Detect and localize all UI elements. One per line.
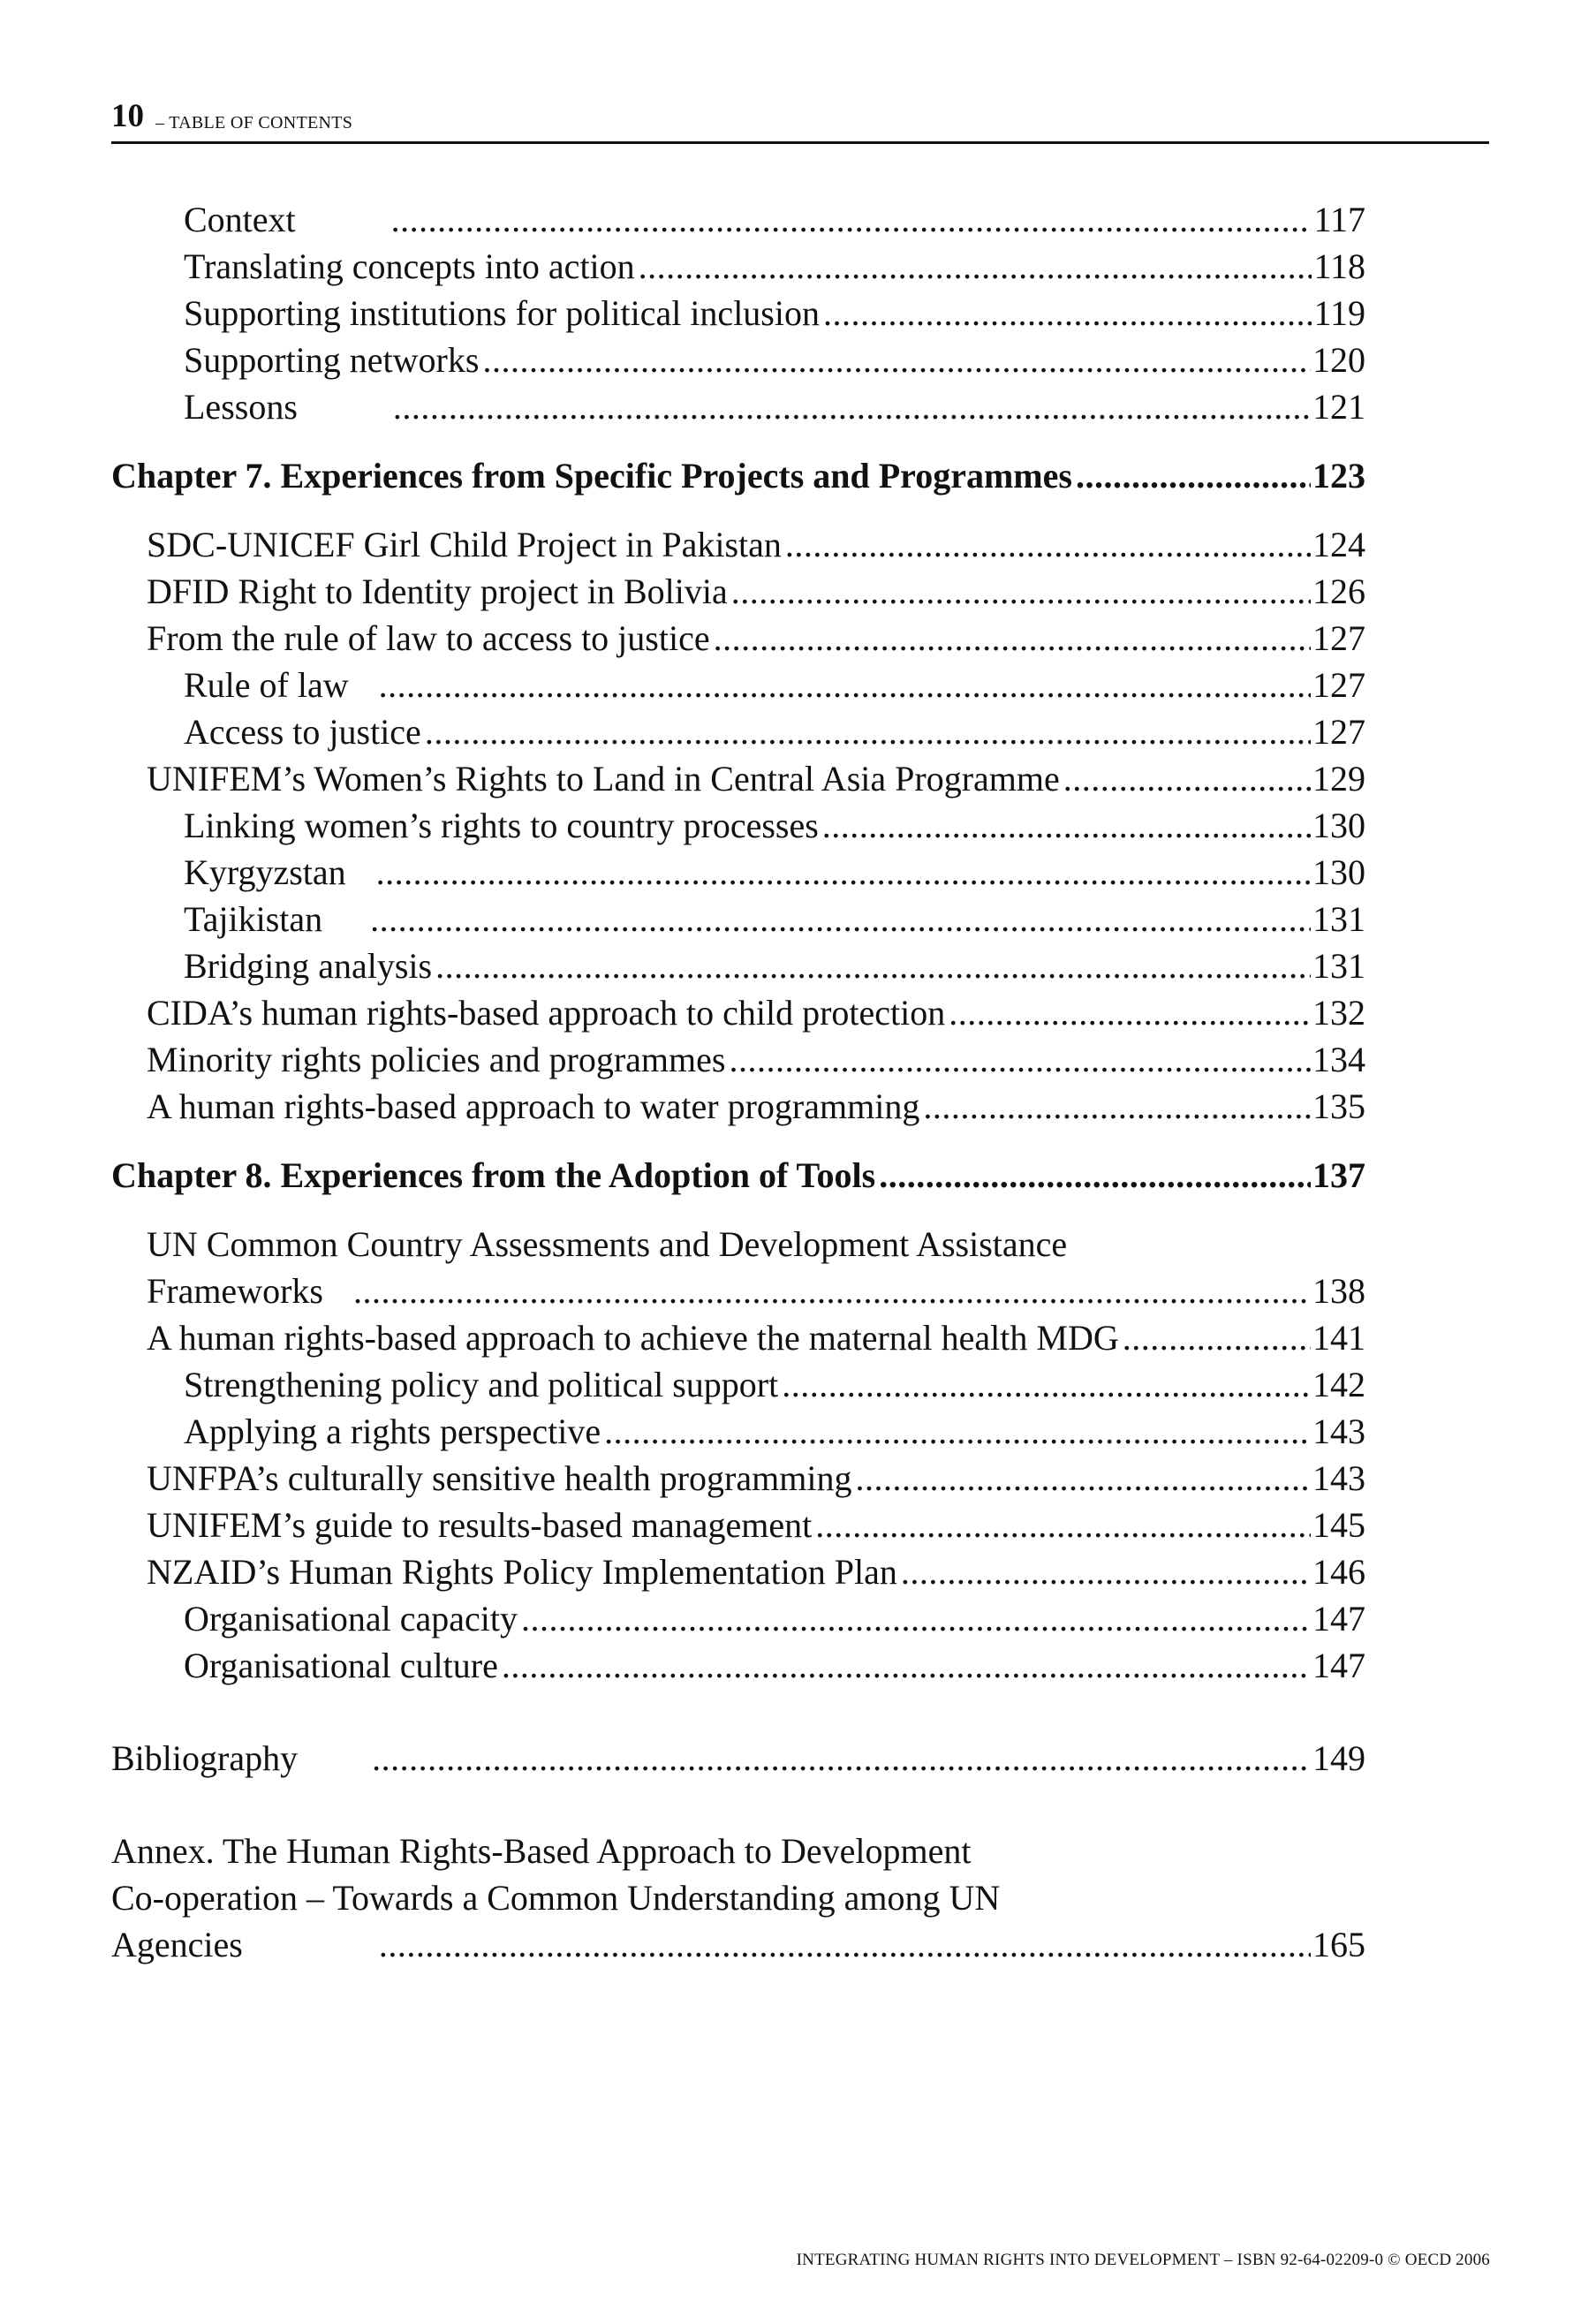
dot-leader (604, 1408, 1311, 1455)
running-header (111, 97, 1489, 144)
toc-entry-label: NZAID’s Human Rights Policy Implementation Plan (147, 1552, 897, 1592)
toc-entry[interactable] (111, 383, 1365, 430)
toc-entry-label: Lessons (184, 387, 298, 427)
dot-leader (731, 568, 1311, 615)
toc-entry-page: 130 (1312, 806, 1365, 845)
dot-leader (923, 1083, 1311, 1130)
toc-entry[interactable] (111, 243, 1365, 290)
dot-leader (425, 708, 1311, 755)
chapter-page: 123 (1312, 456, 1365, 496)
toc-entry-page: 147 (1312, 1599, 1365, 1639)
toc-entry-label: UNFPA’s culturally sensitive health programming (147, 1458, 852, 1498)
dot-leader (855, 1455, 1311, 1502)
page-number: 10 (111, 98, 144, 134)
toc-entry-page: 130 (1312, 852, 1365, 892)
dot-leader (502, 1642, 1311, 1689)
toc-entry-label: DFID Right to Identity project in Bolivia (147, 571, 728, 611)
toc-entry-label: SDC-UNICEF Girl Child Project in Pakistan (147, 525, 782, 564)
toc-bibliography[interactable] (111, 1735, 1365, 1782)
toc-entry-label: Organisational capacity (184, 1599, 518, 1639)
toc-entry[interactable] (111, 989, 1365, 1036)
toc-entry[interactable] (111, 896, 1365, 942)
dot-leader (782, 1361, 1311, 1408)
toc-entry[interactable] (111, 755, 1365, 802)
toc-entry-page: 117 (1313, 200, 1365, 239)
toc-entry-page: 120 (1312, 340, 1365, 380)
dot-leader (353, 1268, 1311, 1314)
dot-leader (521, 1595, 1311, 1642)
dot-leader (370, 896, 1311, 942)
toc-entry[interactable] (111, 1314, 1365, 1361)
dot-leader (379, 1921, 1311, 1968)
table-of-contents (111, 196, 1365, 1968)
toc-entry-label: Applying a rights perspective (184, 1412, 601, 1451)
toc-entry[interactable] (111, 615, 1365, 662)
toc-entry-page: 119 (1313, 293, 1365, 333)
toc-entry-page: 127 (1312, 665, 1365, 705)
toc-entry[interactable] (111, 708, 1365, 755)
toc-entry-label: Context (184, 200, 296, 239)
toc-entry[interactable] (111, 1408, 1365, 1455)
toc-entry-page: 134 (1312, 1040, 1365, 1079)
toc-entry-page: 142 (1312, 1365, 1365, 1404)
dot-leader (435, 942, 1311, 989)
dot-leader (729, 1036, 1311, 1083)
toc-entry-label: Supporting networks (184, 340, 480, 380)
toc-entry[interactable] (111, 290, 1365, 337)
toc-entry-page: 124 (1312, 525, 1365, 564)
toc-entry-page: 127 (1312, 618, 1365, 658)
toc-entry[interactable] (111, 568, 1365, 615)
chapter-label: Chapter 7. Experiences from Specific Projects and Programmes (111, 456, 1072, 496)
toc-entry-page: 149 (1312, 1738, 1365, 1778)
toc-entry-label: Supporting institutions for political inclusion (184, 293, 820, 333)
toc-entry[interactable] (111, 1502, 1365, 1548)
toc-entry[interactable] (111, 1455, 1365, 1502)
toc-entry[interactable] (111, 1083, 1365, 1130)
toc-entry-label: Rule of law (184, 665, 349, 705)
dot-leader (379, 662, 1311, 708)
toc-entry-page: 147 (1312, 1646, 1365, 1685)
toc-entry-label: Bibliography (111, 1738, 299, 1778)
toc-entry-page: 135 (1312, 1086, 1365, 1126)
dot-leader (1123, 1314, 1311, 1361)
chapter-8-heading[interactable] (111, 1152, 1365, 1199)
dot-leader (372, 1735, 1311, 1782)
toc-entry-page: 165 (1312, 1925, 1365, 1964)
toc-entry-label: Bridging analysis (184, 946, 433, 986)
toc-entry[interactable] (111, 1595, 1365, 1642)
chapter-label: Chapter 8. Experiences from the Adoption of Tools (111, 1155, 876, 1195)
toc-entry[interactable] (111, 1361, 1365, 1408)
toc-entry[interactable] (111, 662, 1365, 708)
dot-leader (1063, 755, 1311, 802)
dot-leader (949, 989, 1311, 1036)
toc-entry-continuation[interactable]: UN Common Country Assessments and Development Assistance (147, 1224, 1068, 1264)
dot-leader (393, 383, 1311, 430)
toc-entry[interactable] (111, 1036, 1365, 1083)
toc-entry-label: A human rights-based approach to water programming (147, 1086, 920, 1126)
dot-leader (1076, 452, 1311, 499)
toc-entry-label: A human rights-based approach to achieve the maternal health MDG (147, 1318, 1119, 1358)
toc-entry-label: Strengthening policy and political support (184, 1365, 779, 1404)
chapter-page: 137 (1312, 1155, 1365, 1195)
dot-leader (391, 196, 1312, 243)
toc-entry-label: Agencies (111, 1925, 243, 1964)
toc-entry-page: 131 (1312, 946, 1365, 986)
toc-entry-label: Translating concepts into action (184, 246, 635, 286)
dot-leader (376, 849, 1311, 896)
toc-entry-page: 129 (1312, 759, 1365, 798)
toc-entry-page: 132 (1312, 993, 1365, 1033)
toc-entry-label: UNIFEM’s guide to results-based management (147, 1505, 813, 1545)
toc-entry[interactable] (111, 942, 1365, 989)
toc-entry[interactable] (111, 1548, 1365, 1595)
dot-leader (785, 521, 1311, 568)
dot-leader (482, 337, 1311, 383)
toc-entry-page: 138 (1312, 1271, 1365, 1311)
toc-entry-label: Frameworks (147, 1271, 323, 1311)
toc-entry-page: 145 (1312, 1505, 1365, 1545)
toc-entry-label: UNIFEM’s Women’s Rights to Land in Central Asia Programme (147, 759, 1060, 798)
toc-entry-page: 143 (1312, 1412, 1365, 1451)
toc-entry-page: 143 (1312, 1458, 1365, 1498)
toc-entry-page: 141 (1312, 1318, 1365, 1358)
dot-leader (823, 290, 1312, 337)
toc-entry[interactable] (111, 802, 1365, 849)
toc-entry-page: 118 (1313, 246, 1365, 286)
toc-entry-page: 146 (1312, 1552, 1365, 1592)
dot-leader (879, 1152, 1311, 1199)
toc-entry[interactable] (111, 1642, 1365, 1689)
toc-entry-label: Access to justice (184, 712, 421, 752)
chapter-7-heading[interactable] (111, 452, 1365, 499)
toc-entry-page: 127 (1312, 712, 1365, 752)
dot-leader (815, 1502, 1311, 1548)
toc-entry-label: From the rule of law to access to justice (147, 618, 710, 658)
toc-entry[interactable] (111, 337, 1365, 383)
toc-entry-page: 126 (1312, 571, 1365, 611)
toc-entry[interactable] (111, 196, 1365, 243)
toc-entry-label: Kyrgyzstan (184, 852, 346, 892)
toc-entry-label: Linking women’s rights to country processes (184, 806, 819, 845)
toc-annex[interactable] (111, 1921, 1365, 1968)
annex-title-line1[interactable]: Annex. The Human Rights-Based Approach to Development (111, 1831, 972, 1871)
header-title: – TABLE OF CONTENTS (155, 113, 353, 132)
toc-entry[interactable] (111, 1268, 1365, 1314)
page-footer: INTEGRATING HUMAN RIGHTS INTO DEVELOPMENT – ISBN 92-64-02209-0 © OECD 2006 (796, 2251, 1490, 2269)
dot-leader (714, 615, 1311, 662)
dot-leader (822, 802, 1311, 849)
toc-entry-label: Tajikistan (184, 899, 323, 939)
dot-leader (639, 243, 1312, 290)
toc-entry-page: 121 (1312, 387, 1365, 427)
toc-entry-label: Organisational culture (184, 1646, 498, 1685)
toc-entry[interactable] (111, 849, 1365, 896)
toc-entry-page: 131 (1312, 899, 1365, 939)
annex-title-line2[interactable]: Co-operation – Towards a Common Understanding among UN (111, 1878, 1001, 1918)
toc-entry[interactable] (111, 521, 1365, 568)
toc-entry-label: CIDA’s human rights-based approach to child protection (147, 993, 946, 1033)
toc-entry-label: Minority rights policies and programmes (147, 1040, 726, 1079)
dot-leader (901, 1548, 1311, 1595)
